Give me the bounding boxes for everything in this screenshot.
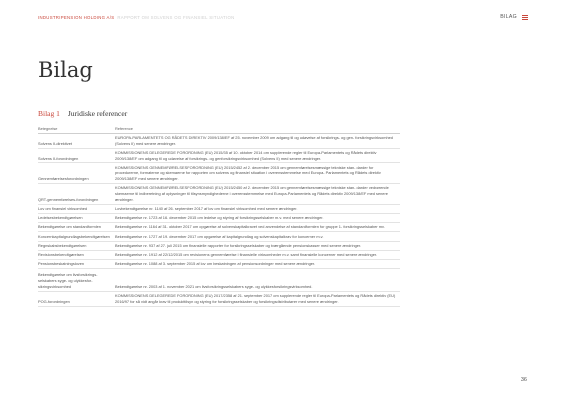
row-name: Bekendtgørelse om livsforsikrings-selskabers syge- og ulykkesfor-sikringsvirksomhed: [38, 269, 115, 291]
row-reference: Bekendtgørelse nr. 1727 af 19. december 2017 om opgørelse af kapitalgrundlag og solvenskapitalkrav for koncerner m.v.: [115, 232, 400, 241]
table-row: [38, 223, 400, 232]
row-name: QRT-gennemførelses-forordningen: [38, 184, 115, 205]
row-reference: KOMMISSIONENS GENNEMFØRELSESFORORDNING (EU) 2015/2452 af 2. december 2015 om gennemførelsesmæssige tekniske stan- darder for procedurerne, formaterne og skemaerne for rapporten om solvens og finansiel situation i overensstemmelse med Europa- Parlamentets og Rådets direktiv 2009/138/EF med senere ændringer.: [115, 163, 400, 184]
table-row: [38, 269, 400, 291]
row-reference: Bekendtgørelse nr. 1912 af 22/12/2015 om revisionens gennemførelse i finansielle virksomheder m.v. samt finansielle koncerner med senere ændringer.: [115, 250, 400, 259]
subheading-text: Juridiske referencer: [67, 109, 128, 118]
row-reference: Bekendtgørelse nr. 937 af 27. juli 2015 om finansielle rapporter for forsikringsselskaber og tværgående pensionskasser med senere ændringer.: [115, 241, 400, 250]
row-reference: KOMMISSIONENS DELEGEREDE FORORDNING (EU) 2017/2358 af 21. september 2017 om supplerende regler til Europa-Parlamentets og Rådets direktiv (EU) 2016/97 for så vidt angår krav til produkttilsyn og styring for forsikringsselskaber og forsikringsdistributører med senere ændringer.: [115, 291, 400, 306]
company-name: INDUSTRIPENSION HOLDING A/S: [38, 15, 115, 20]
row-name: Solvens II-forordningen: [38, 148, 115, 163]
row-name: Koncernkapitalgrundlagsbekendtgørelsen: [38, 232, 115, 241]
table-row: [38, 133, 400, 148]
row-name: Solvens II-direktivet: [38, 133, 115, 148]
table-row: [38, 250, 400, 259]
table-row: [38, 213, 400, 222]
row-reference: Bekendtgørelse nr. 2003 af 1. november 2021 om livsforsikringsselskabers syge- og ulykkesforsikringsvirksomhed.: [115, 269, 400, 291]
row-reference: Bekendtgørelse nr. 1723 af 16. december 2015 om ledelse og styring af forsikringsselskaber m.v. med senere ændringer.: [115, 213, 400, 222]
brand-line: [38, 15, 235, 20]
row-name: Ledelsesbekendtgørelsen: [38, 213, 115, 222]
table-row: [38, 148, 400, 163]
row-name: Bekendtgørelse om standardformlen: [38, 223, 115, 232]
row-reference: EUROPA-PARLAMENTETS OG RÅDETS DIREKTIV 2009/138/EF af 25. november 2009 om adgang til og udøvelse af forsikrings- og gen- forsikringsvirksomhed (Solvens II) med senere ændringer.: [115, 133, 400, 148]
table-row: [38, 184, 400, 205]
subheading-number: Bilag 1: [38, 109, 60, 118]
section-label[interactable]: BILAG: [500, 14, 517, 20]
row-reference: Lovbekendtgørelse nr. 1140 af 26. september 2017 af lov om finansiel virksomhed med senere ændringer.: [115, 204, 400, 213]
row-reference: Bekendtgørelse nr. 1088 af 3. september 2015 af lov om beskatningen af pensionsordninger med senere ændringer.: [115, 260, 400, 269]
hamburger-menu-icon[interactable]: [522, 15, 528, 20]
page-number: 36: [520, 377, 527, 383]
row-name: POG-forordningen: [38, 291, 115, 306]
section-nav: [500, 14, 528, 20]
row-name: Regnskabsbekendtgørelsen: [38, 241, 115, 250]
page-header: [38, 15, 528, 27]
column-header-betegnelse: Betegnelse: [38, 124, 115, 133]
table-row: [38, 291, 400, 306]
row-reference: KOMMISSIONENS GENNEMFØRELSESFORORDNING (EU) 2015/2450 af 2. december 2015 om gennemførelsesmæssige tekniske stan- darder vedrørende skemaerne til indberetning af oplysninger til tilsynsmyndighederne i overensstemmelse med Europa-Parlamentets og Rådets direktiv 2009/138/EF med senere ændringer.: [115, 184, 400, 205]
table-row: [38, 163, 400, 184]
table-header-row: [38, 124, 400, 133]
table-row: [38, 260, 400, 269]
row-reference: Bekendtgørelse nr. 1164 af 31. oktober 2017 om opgørelse af solvenskapitalkravet ved anvendelse af standardformlen for gruppe 1- forsikringsselskaber mv.: [115, 223, 400, 232]
row-name: Pensionsbeskatningsloven: [38, 260, 115, 269]
table-row: [38, 232, 400, 241]
row-name: Revisionsbekendtgørelsen: [38, 250, 115, 259]
table-row: [38, 241, 400, 250]
legal-references-table: [38, 124, 400, 307]
column-header-reference: Reference: [115, 124, 400, 133]
section-subheading: [38, 109, 127, 118]
table-row: [38, 204, 400, 213]
row-name: Gennemførelsesforordningen: [38, 163, 115, 184]
row-name: Lov om finansiel virksomhed: [38, 204, 115, 213]
page-title: Bilag: [38, 58, 93, 82]
row-reference: KOMMISSIONENS DELEGEREDE FORORDNING (EU) 2015/35 af 10. oktober 2014 om supplerende regler til Europa-Parlamentets og Rådets direktiv 2009/138/EF om adgang til og udøvelse af forsikrings- og genforsikringsvirksomhed (Solvens II) med senere ændringer.: [115, 148, 400, 163]
report-subtitle: RAPPORT OM SOLVENS OG FINANSIEL SITUATION: [117, 15, 235, 20]
